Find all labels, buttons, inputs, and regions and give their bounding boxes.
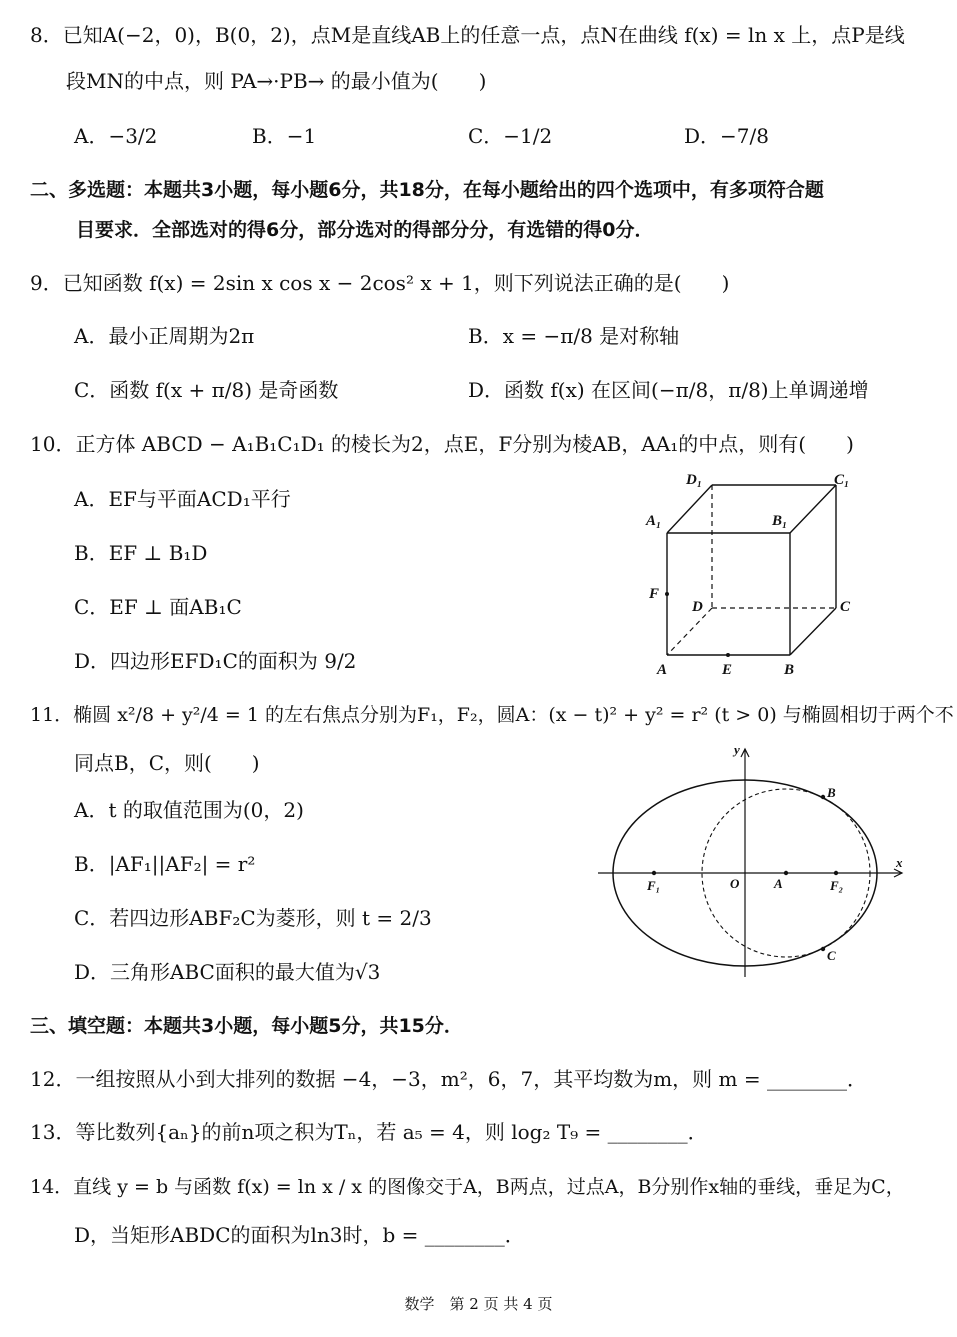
ellipse-figure <box>590 735 920 985</box>
q9-option-a: A．最小正周期为2π <box>74 324 255 348</box>
q11-line2: 同点B，C，则( ) <box>74 751 260 775</box>
label-e: E <box>722 662 733 678</box>
q10-option-b: B．EF ⊥ B₁D <box>74 541 208 565</box>
section2-line1: 二、多选题：本题共3小题，每小题6分，共18分，在每小题给出的四个选项中，有多项符合题 <box>30 179 824 201</box>
page-footer: 数学 第 2 页 共 4 页 <box>404 1295 553 1313</box>
q10-option-c: C．EF ⊥ 面AB₁C <box>74 595 242 619</box>
q13-stem: 13．等比数列{aₙ}的前n项之积为Tₙ，若 a₅ = 4，则 log₂ T₉ = ________． <box>30 1120 708 1144</box>
label-a: A <box>774 876 783 891</box>
q8-line1: 8．已知A(−2，0)，B(0，2)，点M是直线AB上的任意一点，点N在曲线 f(x) = ln x 上，点P是线 <box>30 23 905 47</box>
q8-option-a: A．−3/2 <box>74 124 158 148</box>
q8-line2: 段MN的中点，则 PA→·PB→ 的最小值为( ) <box>66 69 487 93</box>
q9-stem: 9．已知函数 f(x) = 2sin x cos x − 2cos² x + 1，则下列说法正确的是( ) <box>30 271 730 295</box>
cube-edge <box>790 608 836 655</box>
label-y: y <box>734 742 740 757</box>
q10-option-a: A．EF与平面ACD₁平行 <box>74 487 291 511</box>
label-c: C <box>827 948 836 963</box>
label-x: x <box>896 855 903 870</box>
label-f2: F₂ <box>830 878 844 893</box>
point-f <box>665 592 669 596</box>
q10-option-d: D．四边形EFD₁C的面积为 9/2 <box>74 649 357 673</box>
q8-option-c: C．−1/2 <box>468 124 553 148</box>
q8-option-d: D．−7/8 <box>684 124 769 148</box>
q11-line1: 11．椭圆 x²/8 + y²/4 = 1 的左右焦点分别为F₁，F₂，圆A：(x − t)² + y² = r² (t > 0) 与椭圆相切于两个不 <box>30 704 954 726</box>
point-f2 <box>834 871 838 875</box>
label-c1: C₁ <box>834 472 850 488</box>
q14-line1: 14．直线 y = b 与函数 f(x) = ln x / x 的图像交于A，B两点，过点A，B分别作x轴的垂线，垂足为C， <box>30 1176 905 1198</box>
label-a1: A₁ <box>646 513 662 529</box>
q9-option-c: C．函数 f(x + π/8) 是奇函数 <box>74 378 339 402</box>
label-f1: F₁ <box>647 878 661 893</box>
q9-option-d: D．函数 f(x) 在区间(−π/8，π/8)上单调递增 <box>468 378 869 402</box>
label-b: B <box>784 662 795 678</box>
section3-heading: 三、填空题：本题共3小题，每小题5分，共15分． <box>30 1015 463 1037</box>
q11-option-c: C．若四边形ABF₂C为菱形，则 t = 2/3 <box>74 906 432 930</box>
label-a: A <box>657 662 668 678</box>
point-c <box>821 947 825 951</box>
q11-option-b: B．|AF₁||AF₂| = r² <box>74 852 256 876</box>
point-e <box>726 653 730 657</box>
cube-edge <box>790 485 836 533</box>
label-b1: B₁ <box>772 513 788 529</box>
label-d: D <box>692 599 703 615</box>
label-b: B <box>827 785 836 800</box>
label-f: F <box>649 586 660 602</box>
cube-figure <box>630 465 870 680</box>
q10-stem: 10．正方体 ABCD − A₁B₁C₁D₁ 的棱长为2，点E，F分别为棱AB，AA₁的中点，则有( ) <box>30 432 854 456</box>
cube-edge <box>667 485 712 533</box>
q11-option-d: D．三角形ABC面积的最大值为√3 <box>74 960 381 984</box>
point-b <box>821 795 825 799</box>
cube-hidden-edge <box>667 608 712 655</box>
label-c: C <box>840 599 851 615</box>
q9-option-b: B．x = −π/8 是对称轴 <box>468 324 680 348</box>
q11-option-a: A．t 的取值范围为(0，2) <box>74 798 304 822</box>
q14-line2: D，当矩形ABDC的面积为ln3时，b = ________． <box>74 1223 525 1247</box>
point-f1 <box>652 871 656 875</box>
section2-line2: 目要求．全部选对的得6分，部分选对的得部分分，有选错的得0分． <box>76 219 654 241</box>
label-d1: D₁ <box>686 472 703 488</box>
label-o: O <box>730 876 740 891</box>
q12-stem: 12．一组按照从小到大排列的数据 −4，−3，m²，6，7，其平均数为m，则 m = ________． <box>30 1067 867 1091</box>
q8-option-b: B．−1 <box>252 124 317 148</box>
point-a <box>784 871 788 875</box>
